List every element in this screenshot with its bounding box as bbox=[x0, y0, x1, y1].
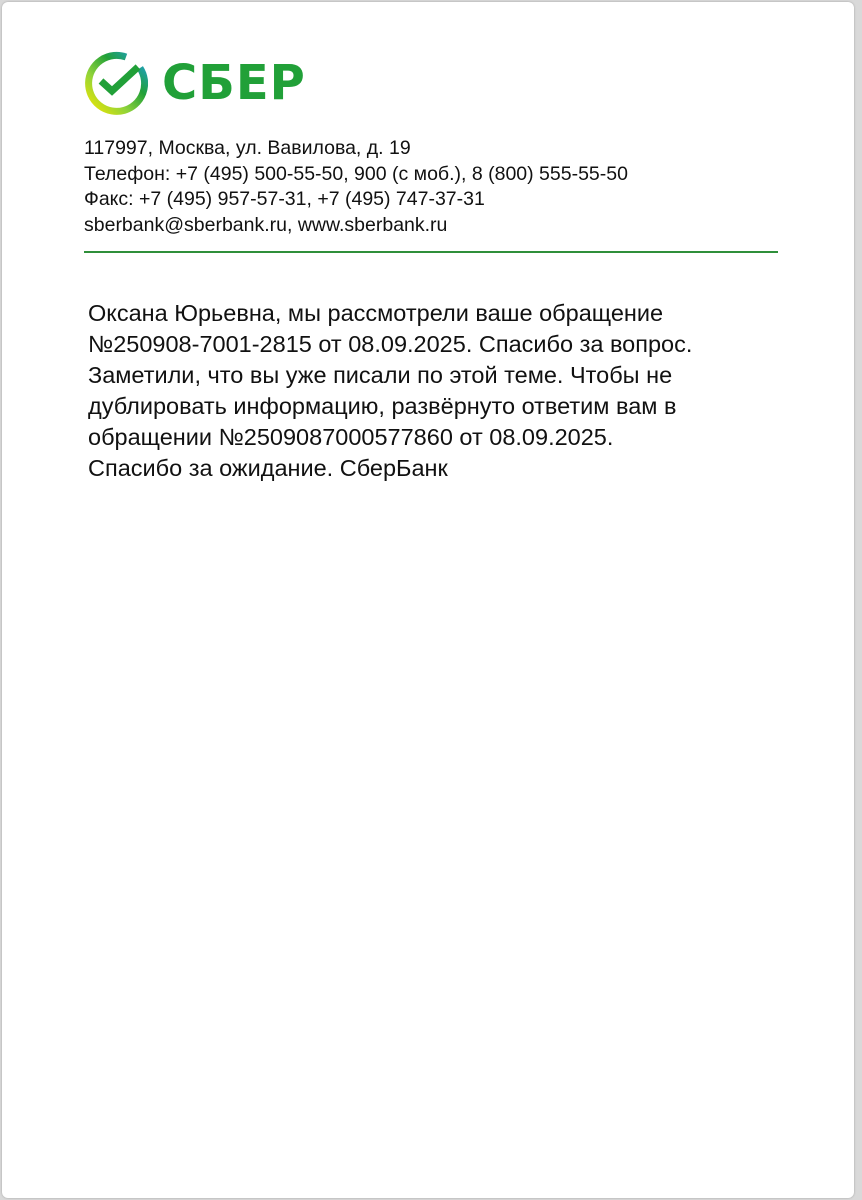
brand-name: СБЕР bbox=[162, 55, 306, 111]
header-divider bbox=[84, 251, 778, 253]
message-line: обращении №2509087000577860 от 08.09.2025. bbox=[88, 424, 614, 450]
message-line: Оксана Юрьевна, мы рассмотрели ваше обращение bbox=[88, 300, 664, 326]
phone-line: Телефон: +7 (495) 500-55-50, 900 (с моб.), 8 (800) 555-55-50 bbox=[84, 162, 628, 185]
message-line: Заметили, что вы уже писали по этой теме. Чтобы не bbox=[88, 362, 673, 388]
message-line: Спасибо за ожидание. СберБанк bbox=[88, 455, 448, 481]
address-line: 117997, Москва, ул. Вавилова, д. 19 bbox=[84, 137, 411, 159]
message-line: дублировать информацию, развёрнуто ответим вам в bbox=[88, 393, 677, 419]
letter-page bbox=[2, 2, 854, 1198]
message-line: №250908-7001-2815 от 08.09.2025. Спасибо за вопрос. bbox=[88, 331, 693, 357]
message-body bbox=[88, 298, 778, 484]
contact-block bbox=[84, 136, 628, 238]
fax-line: Факс: +7 (495) 957-57-31, +7 (495) 747-37-31 bbox=[84, 188, 485, 210]
sber-logo bbox=[82, 50, 306, 116]
sber-checkmark-circle-icon bbox=[82, 50, 148, 116]
email-web-line: sberbank@sberbank.ru, www.sberbank.ru bbox=[84, 213, 448, 236]
